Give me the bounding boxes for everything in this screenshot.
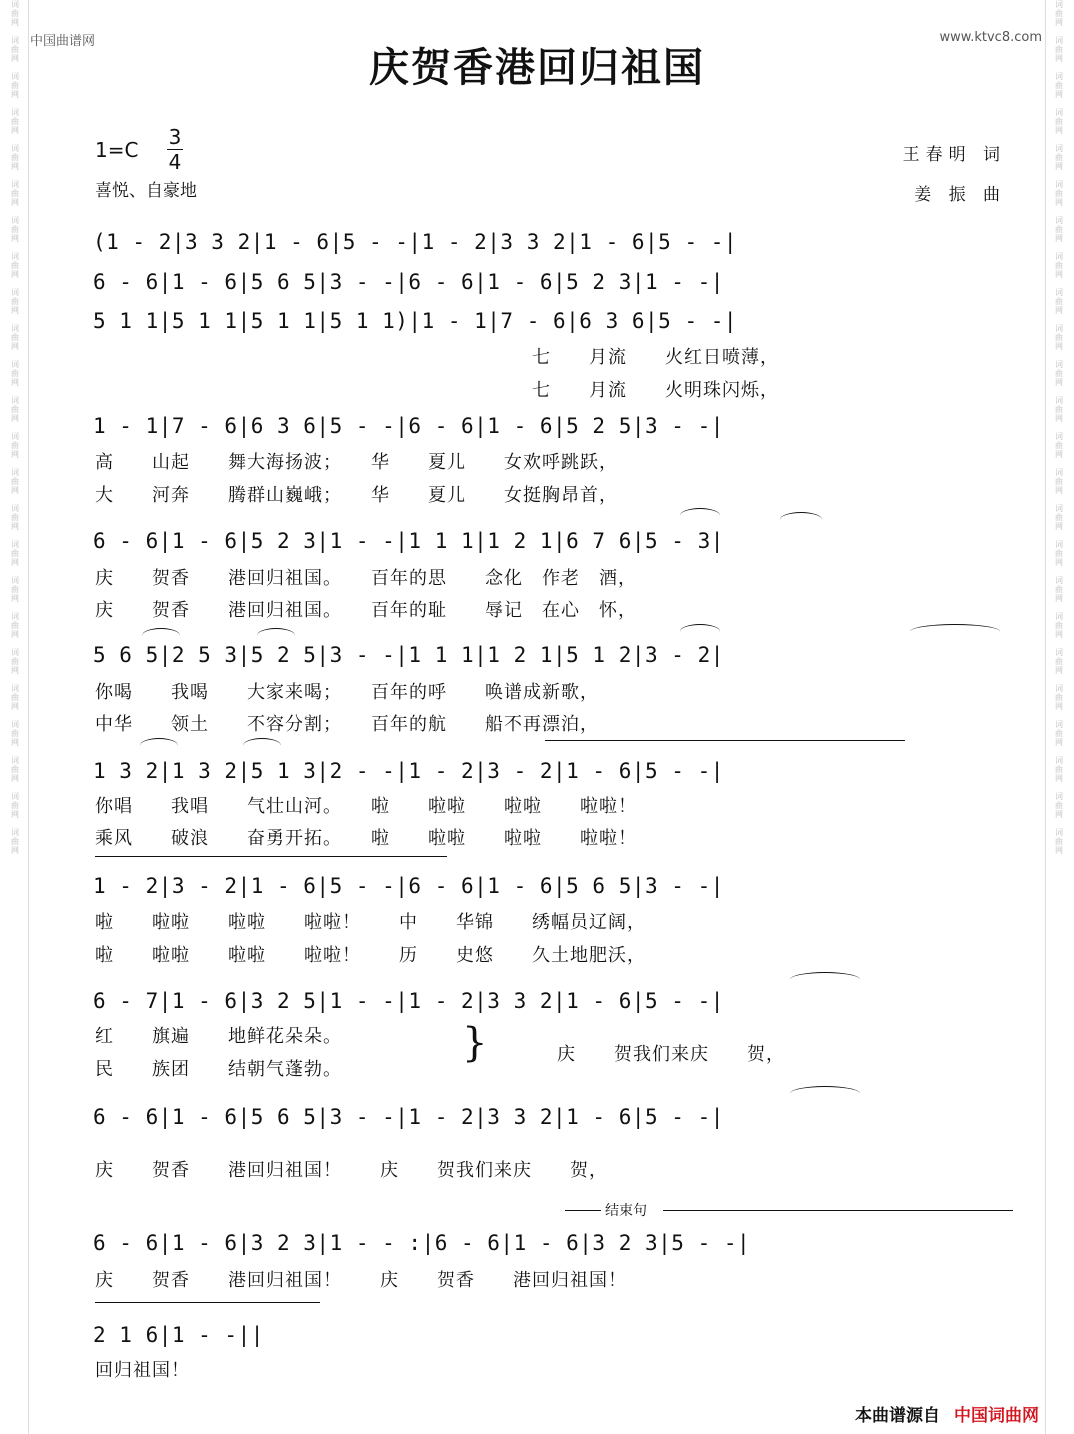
lyric-line: 七 月流 火红日喷薄， [532, 347, 779, 368]
lyric-line: 你唱 我唱 气壮山河。 啦 啦啦 啦啦 啦啦！ [95, 796, 637, 817]
lyric-line: 民 族团 结朝气蓬勃。 [95, 1059, 342, 1080]
notation-row: 1 - 2|3 - 2|1 - 6|5 - -|6 - 6|1 - 6|5 6 5|3 - -| [93, 874, 724, 898]
lyric-line: 你喝 我喝 大家来喝； 百年的呼 唤谱成新歌， [95, 682, 599, 703]
side-watermark-left: 词 曲 网 词 曲 网 词 曲 网 词 曲 网 词 曲 网 词 曲 网 词 曲 网 词 曲 网 词 曲 网 词 曲 网 词 曲 网 词 曲 网 词 曲 网 词 曲 网 词 曲 网 词 曲 网 词 曲 网 词 曲 网 词 曲 网 词 曲 网 词 曲 网 词 曲 网 词 曲 网 词 曲 网 [11, 0, 19, 855]
lyric-line: 啦 啦啦 啦啦 啦啦！ 中 华锦 绣幅员辽阔， [95, 912, 646, 933]
time-top: 3 [168, 125, 182, 149]
ending-marker [565, 1200, 1015, 1220]
notation-row: 6 - 6|1 - 6|5 6 5|3 - -|1 - 2|3 3 2|1 - 6|5 - -| [93, 1105, 724, 1129]
lyric-line: 庆 贺香 港回归祖国。 百年的思 念化 作老 酒， [95, 568, 637, 589]
notation-row: 1 - 1|7 - 6|6 3 6|5 - -|6 - 6|1 - 6|5 2 5|3 - -| [93, 414, 724, 438]
slur [140, 738, 178, 753]
notation-row: (1 - 2|3 3 2|1 - 6|5 - -|1 - 2|3 3 2|1 - 6|5 - -| [93, 230, 738, 254]
lyric-line: 七 月流 火明珠闪烁， [532, 380, 779, 401]
score-title: 庆贺香港回归祖国 [369, 44, 705, 91]
footer-source [855, 1401, 1039, 1426]
corner-watermark-left: 中国曲谱网 [30, 34, 96, 49]
notation-row: 6 - 6|1 - 6|5 6 5|3 - -|6 - 6|1 - 6|5 2 3|1 - -| [93, 270, 724, 294]
notation-row: 5 1 1|5 1 1|5 1 1|5 1 1)|1 - 1|7 - 6|6 3 6|5 - -| [93, 309, 738, 333]
lyric-line: 庆 贺香 港回归祖国。 百年的耻 辱记 在心 怀， [95, 600, 637, 621]
notation-row: 6 - 7|1 - 6|3 2 5|1 - -|1 - 2|3 3 2|1 - 6|5 - -| [93, 989, 724, 1013]
slur [910, 624, 1000, 639]
lyric-line: 乘风 破浪 奋勇开拓。 啦 啦啦 啦啦 啦啦！ [95, 828, 637, 849]
repeat-bracket-line [545, 740, 905, 741]
lyric-brace: } [462, 1020, 488, 1066]
slur [790, 1086, 860, 1101]
lyric-line: 回归祖国！ [95, 1360, 190, 1381]
slur [780, 512, 822, 527]
lyric-line: 中华 领土 不容分割； 百年的航 船不再漂泊， [95, 714, 599, 735]
tempo-marking: 喜悦、自豪地 [95, 181, 197, 201]
lyric-line: 红 旗遍 地鲜花朵朵。 [95, 1026, 342, 1047]
notation-row: 2 1 6|1 - -|| [93, 1323, 264, 1347]
lyric-line: 大 河奔 腾群山巍峨； 华 夏儿 女挺胸昂首， [95, 485, 618, 506]
side-watermark-right: 词 曲 网 词 曲 网 词 曲 网 词 曲 网 词 曲 网 词 曲 网 词 曲 网 词 曲 网 词 曲 网 词 曲 网 词 曲 网 词 曲 网 词 曲 网 词 曲 网 词 曲 网 词 曲 网 词 曲 网 词 曲 网 词 曲 网 词 曲 网 词 曲 网 词 曲 网 词 曲 网 词 曲 网 [1055, 0, 1063, 855]
notation-row: 5 6 5|2 5 3|5 2 5|3 - -|1 1 1|1 2 1|5 1 2|3 - 2| [93, 643, 724, 667]
time-signature [165, 125, 185, 174]
footer-source-site: 中国词曲网 [954, 1406, 1039, 1426]
slur [680, 624, 720, 639]
repeat-bracket-line [95, 1302, 320, 1303]
lyric-line: 庆 贺香 港回归祖国！ 庆 贺香 港回归祖国！ [95, 1270, 627, 1291]
lyric-line: 啦 啦啦 啦啦 啦啦！ 历 史悠 久土地肥沃， [95, 945, 646, 966]
slur [243, 738, 281, 753]
lyric-line: 庆 贺香 港回归祖国！ 庆 贺我们来庆 贺， [95, 1160, 608, 1181]
shared-lyric-line: 庆 贺我们来庆 贺， [557, 1044, 785, 1065]
notation-row: 6 - 6|1 - 6|3 2 3|1 - - :|6 - 6|1 - 6|3 2 3|5 - -| [93, 1231, 751, 1255]
composer-credit: 姜 振 曲 [914, 185, 1006, 205]
lyric-line: 高 山起 舞大海扬波； 华 夏儿 女欢呼跳跃， [95, 452, 618, 473]
corner-watermark-right: www.ktvc8.com [939, 30, 1042, 45]
slur [257, 628, 295, 643]
repeat-bracket-line [95, 856, 447, 857]
key-signature: 1=C [95, 138, 139, 162]
slur [142, 628, 180, 643]
lyricist-credit: 王春明 词 [902, 145, 1006, 165]
ending-label: 结束句 [605, 1203, 647, 1219]
footer-source-label: 本曲谱源自 [855, 1406, 940, 1426]
slur [790, 972, 860, 987]
time-bottom: 4 [168, 150, 182, 174]
notation-row: 1 3 2|1 3 2|5 1 3|2 - -|1 - 2|3 - 2|1 - 6|5 - -| [93, 759, 724, 783]
slur [680, 508, 720, 523]
notation-row: 6 - 6|1 - 6|5 2 3|1 - -|1 1 1|1 2 1|6 7 6|5 - 3| [93, 529, 724, 553]
